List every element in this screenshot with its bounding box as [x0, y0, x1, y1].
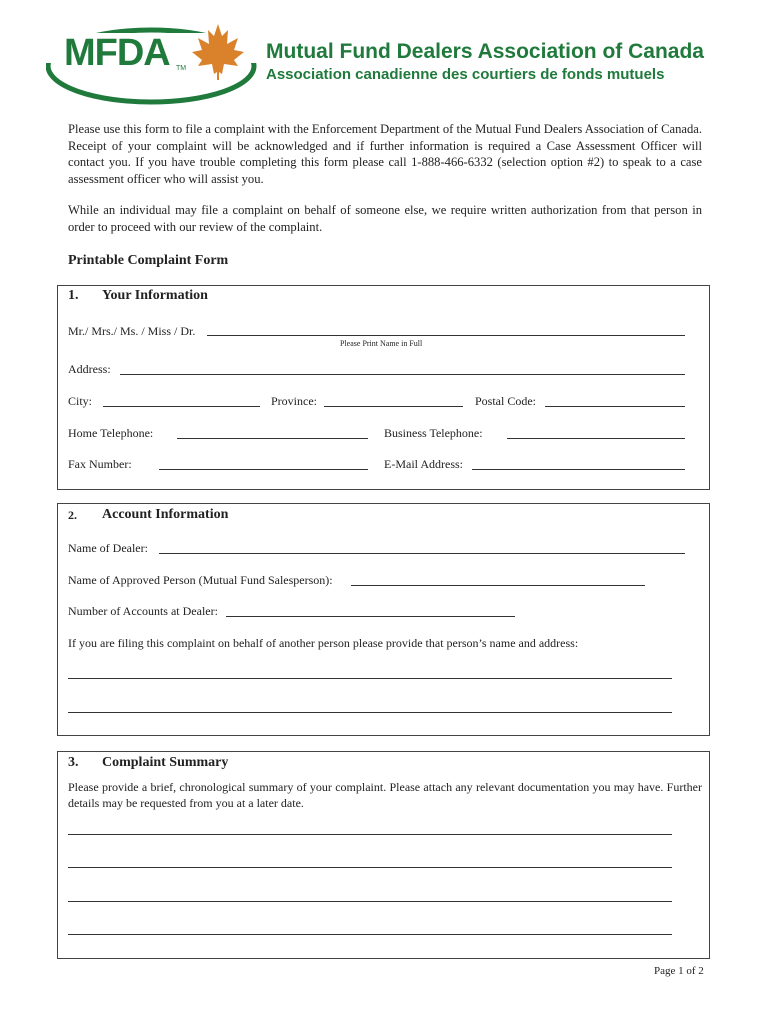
email-field[interactable]: [472, 469, 685, 470]
section3-title: Complaint Summary: [102, 755, 229, 770]
behalf-line-2[interactable]: [68, 712, 672, 713]
section3-number: 3.: [68, 755, 79, 770]
section2-title: Account Information: [102, 507, 229, 522]
summary-line-3[interactable]: [68, 901, 672, 902]
section1-title: Your Information: [102, 288, 208, 303]
behalf-label: If you are filing this complaint on behalf of another person please provide that person’s name and address:: [68, 636, 579, 650]
name-hint: Please Print Name in Full: [340, 339, 423, 348]
complaint-instructions: Please provide a brief, chronological summary of your complaint. Please attach any relevant documentation you may have. Further details may be requested from you at a later date.: [68, 780, 702, 810]
accounts-field[interactable]: [226, 616, 515, 617]
intro-paragraph: Please use this form to file a complaint with the Enforcement Department of the Mutual Fund Dealers Association of Canada. Receipt of your complaint will be acknowledged and if further information is required a Case Assessment Officer will contact you. If you have trouble completing this form please call 1-888-466-6332 (selection option #2) to speak to a case assessment officer who will assist you.: [68, 122, 702, 186]
section-account-information: [57, 503, 710, 736]
behalf-line-1[interactable]: [68, 678, 672, 679]
section1-number: 1.: [68, 288, 79, 303]
authorization-paragraph: While an individual may file a complaint on behalf of someone else, we require written authorization from that person in order to proceed with our review of the complaint.: [68, 203, 702, 234]
accounts-label: Number of Accounts at Dealer:: [68, 604, 218, 618]
approved-person-field[interactable]: [351, 585, 645, 586]
dealer-label: Name of Dealer:: [68, 541, 148, 555]
maple-leaf-icon: [190, 22, 246, 80]
home-telephone-label: Home Telephone:: [68, 426, 154, 440]
section2-number: 2.: [68, 508, 77, 522]
summary-line-2[interactable]: [68, 867, 672, 868]
business-telephone-field[interactable]: [507, 438, 685, 439]
address-field[interactable]: [120, 374, 685, 375]
address-label: Address:: [68, 362, 111, 376]
org-name-english: Mutual Fund Dealers Association of Canada: [266, 40, 704, 63]
city-field[interactable]: [103, 406, 260, 407]
email-label: E-Mail Address:: [384, 457, 463, 471]
org-name-french: Association canadienne des courtiers de fonds mutuels: [266, 66, 665, 83]
fax-number-field[interactable]: [159, 469, 368, 470]
fax-number-label: Fax Number:: [68, 457, 132, 471]
summary-line-4[interactable]: [68, 934, 672, 935]
name-field[interactable]: [207, 335, 685, 336]
city-label: City:: [68, 394, 93, 408]
summary-line-1[interactable]: [68, 834, 672, 835]
name-label: Mr./ Mrs./ Ms. / Miss / Dr.: [68, 324, 196, 338]
business-telephone-label: Business Telephone:: [384, 426, 483, 440]
logo-wordmark: MFDA: [64, 32, 170, 74]
page-number: Page 1 of 2: [654, 965, 704, 977]
home-telephone-field[interactable]: [177, 438, 368, 439]
postal-code-field[interactable]: [545, 406, 685, 407]
form-title: Printable Complaint Form: [68, 253, 229, 268]
dealer-field[interactable]: [159, 553, 685, 554]
logo-trademark: TM: [176, 65, 187, 72]
postal-code-label: Postal Code:: [475, 394, 537, 408]
province-field[interactable]: [324, 406, 463, 407]
approved-person-label: Name of Approved Person (Mutual Fund Salesperson):: [68, 573, 333, 587]
province-label: Province:: [271, 394, 317, 408]
